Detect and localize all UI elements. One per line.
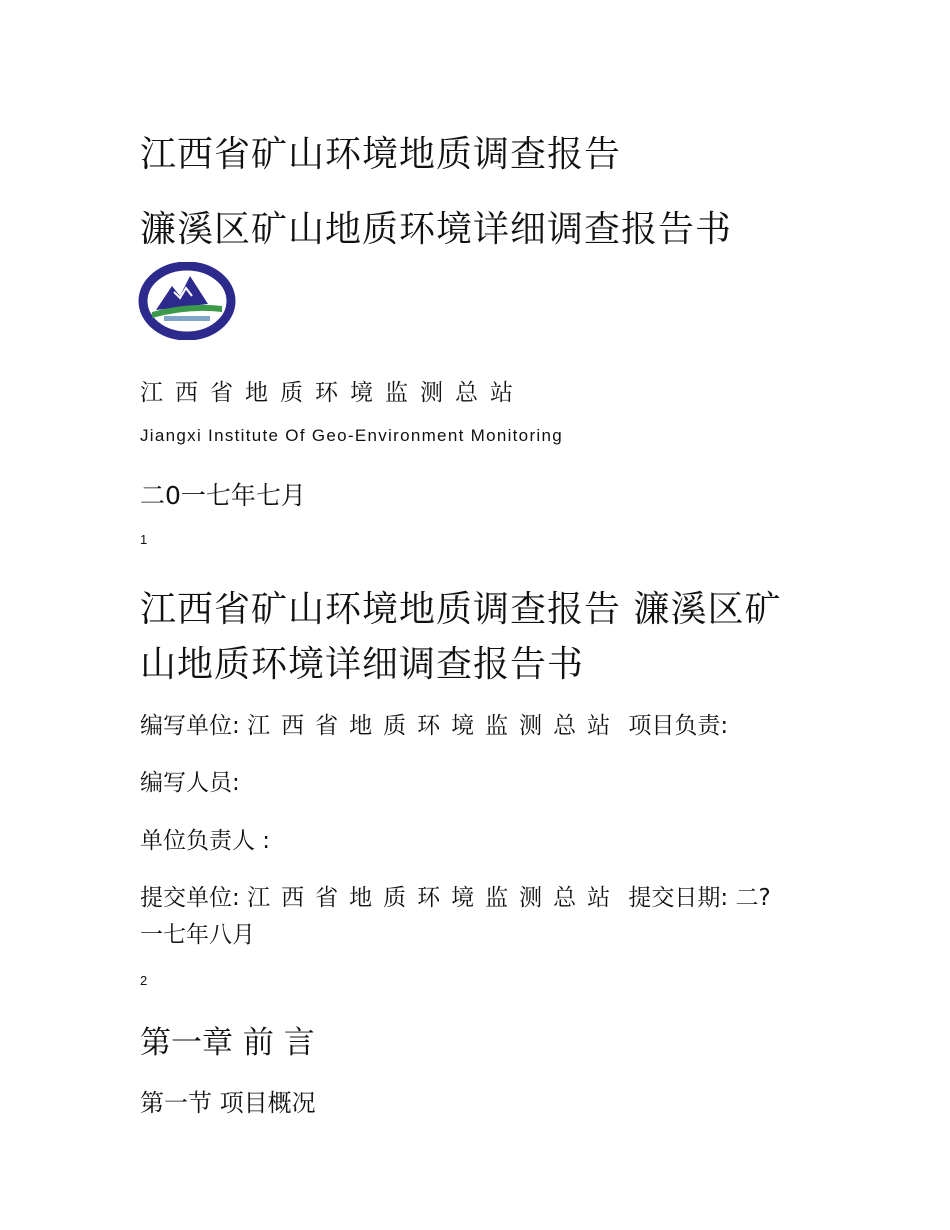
cover-title-line2: 濂溪区矿山地质环境详细调查报告书 <box>140 209 733 250</box>
writers-label: 编写人员: <box>140 770 240 796</box>
chapter-title: 第一章 前 言 <box>140 1025 315 1061</box>
cover-organization-name: 江西省地质环境监测总站 <box>140 380 525 406</box>
compile-unit-row <box>140 707 728 740</box>
cover-title-line1: 江西省矿山环境地质调查报告 <box>140 134 622 175</box>
submit-date-label: 提交日期: <box>628 885 729 911</box>
submit-unit-label: 提交单位: <box>140 885 240 911</box>
section-title: 第一节 项目概况 <box>140 1089 316 1117</box>
page-number-2: 2 <box>140 973 148 988</box>
submit-unit-value: 江西省地质环境监测总站 <box>247 885 622 911</box>
cover-date: 二0一七年七月 <box>140 481 306 510</box>
compile-unit-label: 编写单位: <box>140 713 240 739</box>
compile-unit-value: 江西省地质环境监测总站 <box>247 713 622 739</box>
page-number-1: 1 <box>140 532 148 547</box>
institute-logo-icon <box>138 262 236 340</box>
submit-date-part1: 二? <box>735 885 771 911</box>
cover-organization-name-en: Jiangxi Institute Of Geo-Environment Monitoring <box>140 426 563 445</box>
title-page-title-line2: 山地质环境详细调查报告书 <box>140 644 585 685</box>
title-page-title-line1: 江西省矿山环境地质调查报告 濂溪区矿 <box>140 589 782 630</box>
submit-unit-row <box>140 879 771 912</box>
unit-head-label: 单位负责人 : <box>140 828 271 854</box>
project-lead-label: 项目负责: <box>628 713 729 739</box>
submit-date-part2: 一七年八月 <box>140 922 255 948</box>
